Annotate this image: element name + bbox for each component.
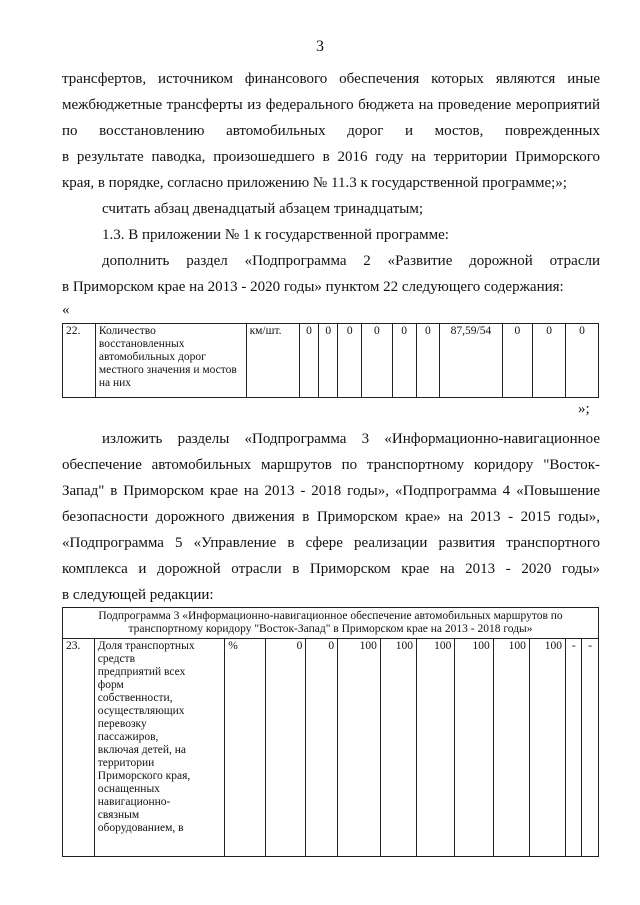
indicator-name: [94, 639, 224, 857]
close-quote: »;: [578, 401, 590, 417]
paragraph-line: 1.3. В приложении № 1 к государственной программе:: [102, 227, 449, 243]
value-cell: -: [566, 639, 582, 857]
paragraph-line: в Приморском крае на 2013 - 2020 годы» пунктом 22 следующего содержания:: [62, 279, 564, 295]
paragraph-line: считать абзац двенадцатый абзацем тринадцатым;: [102, 201, 424, 217]
value-cell: 100: [416, 639, 454, 857]
value-cell: 0: [416, 324, 440, 398]
indicator-name-line: перевозку: [97, 718, 147, 730]
indicator-name-line: территории: [97, 757, 155, 769]
value-cell: 100: [493, 639, 529, 857]
value-cell: 100: [529, 639, 565, 857]
indicator-name-line: форм: [97, 679, 124, 691]
row-number: 22.: [63, 324, 96, 398]
indicator-name-line: связным: [97, 809, 140, 821]
value-cell: 0: [265, 639, 306, 857]
value-cell: 0: [392, 324, 416, 398]
value-cell: 100: [380, 639, 416, 857]
unit-cell: %: [225, 639, 266, 857]
paragraph-line: в следующей редакции:: [62, 587, 214, 603]
paragraph-line: изложить разделы «Подпрограмма 3 «Информационно-навигационное: [102, 431, 600, 447]
subprogram-header-line: транспортному коридору "Восток-Запад" в Приморском крае на 2013 - 2018 годы»: [128, 623, 533, 635]
page-number: 3: [316, 38, 324, 55]
subprogram-header-line: Подпрограмма 3 «Информационно-навигационное обеспечение автомобильных маршрутов по: [98, 610, 563, 622]
open-quote: «: [62, 302, 70, 318]
paragraph-line: края, в порядке, согласно приложению № 11.3 к государственной программе;»;: [62, 175, 567, 191]
value-cell: 0: [362, 324, 393, 398]
row-number: 23.: [63, 639, 95, 857]
value-cell: 0: [502, 324, 533, 398]
indicator-name-line: собственности,: [97, 692, 173, 704]
value-cell: 0: [319, 324, 338, 398]
value-cell: -: [582, 639, 599, 857]
paragraph-line: обеспечение автомобильных маршрутов по транспортному коридору "Восток-: [62, 457, 600, 473]
paragraph-line: межбюджетные трансферты из федерального бюджета на проведение мероприятий: [62, 97, 600, 113]
table-subprogram-2: [62, 323, 599, 398]
indicator-name: Количество восстановленных автомобильных дорог местного значения и мостов на них: [95, 324, 246, 398]
value-cell: 0: [533, 324, 566, 398]
indicator-name-line: Приморского края,: [97, 770, 191, 782]
paragraph-line: Запад" в Приморском крае на 2013 - 2018 годы», «Подпрограмма 4 «Повышение: [62, 483, 600, 499]
table-header-row: [63, 608, 599, 639]
table-subprogram-3: [62, 607, 599, 857]
value-cell: 100: [338, 639, 381, 857]
value-cell: 0: [306, 639, 338, 857]
indicator-name-line: оборудованием, в: [97, 822, 184, 834]
subprogram-header: [63, 608, 599, 639]
indicator-name-line: Доля транспортных: [97, 640, 195, 652]
table-row: [63, 324, 599, 398]
paragraph-line: дополнить раздел «Подпрограмма 2 «Развитие дорожной отрасли: [102, 253, 600, 269]
paragraph-line: «Подпрограмма 5 «Управление в сфере реализации развития транспортного: [62, 535, 600, 551]
value-cell: 0: [566, 324, 599, 398]
paragraph-line: комплекса и дорожной отрасли в Приморском крае на 2013 - 2020 годы»: [62, 561, 600, 577]
table-row: [63, 639, 599, 857]
indicator-name-line: навигационно-: [97, 796, 171, 808]
value-cell: 0: [338, 324, 362, 398]
indicator-name-line: включая детей, на: [97, 744, 186, 756]
paragraph-line: безопасности дорожного движения в Приморском крае» на 2013 - 2015 годы»,: [62, 509, 600, 525]
indicator-name-line: осуществляющих: [97, 705, 185, 717]
indicator-name-line: пассажиров,: [97, 731, 159, 743]
paragraph-line: в результате паводка, произошедшего в 2016 году на территории Приморского: [62, 149, 600, 165]
value-cell: 0: [299, 324, 318, 398]
indicator-name-line: средств: [97, 653, 135, 665]
indicator-name-line: оснащенных: [97, 783, 160, 795]
paragraph-line: трансфертов, источником финансового обеспечения которых являются иные: [62, 71, 600, 87]
indicator-name-line: предприятий всех: [97, 666, 186, 678]
unit-cell: км/шт.: [246, 324, 299, 398]
value-cell: 87,59/54: [440, 324, 502, 398]
paragraph-line: по восстановлению автомобильных дорог и мостов, поврежденных: [62, 123, 600, 139]
value-cell: 100: [455, 639, 493, 857]
